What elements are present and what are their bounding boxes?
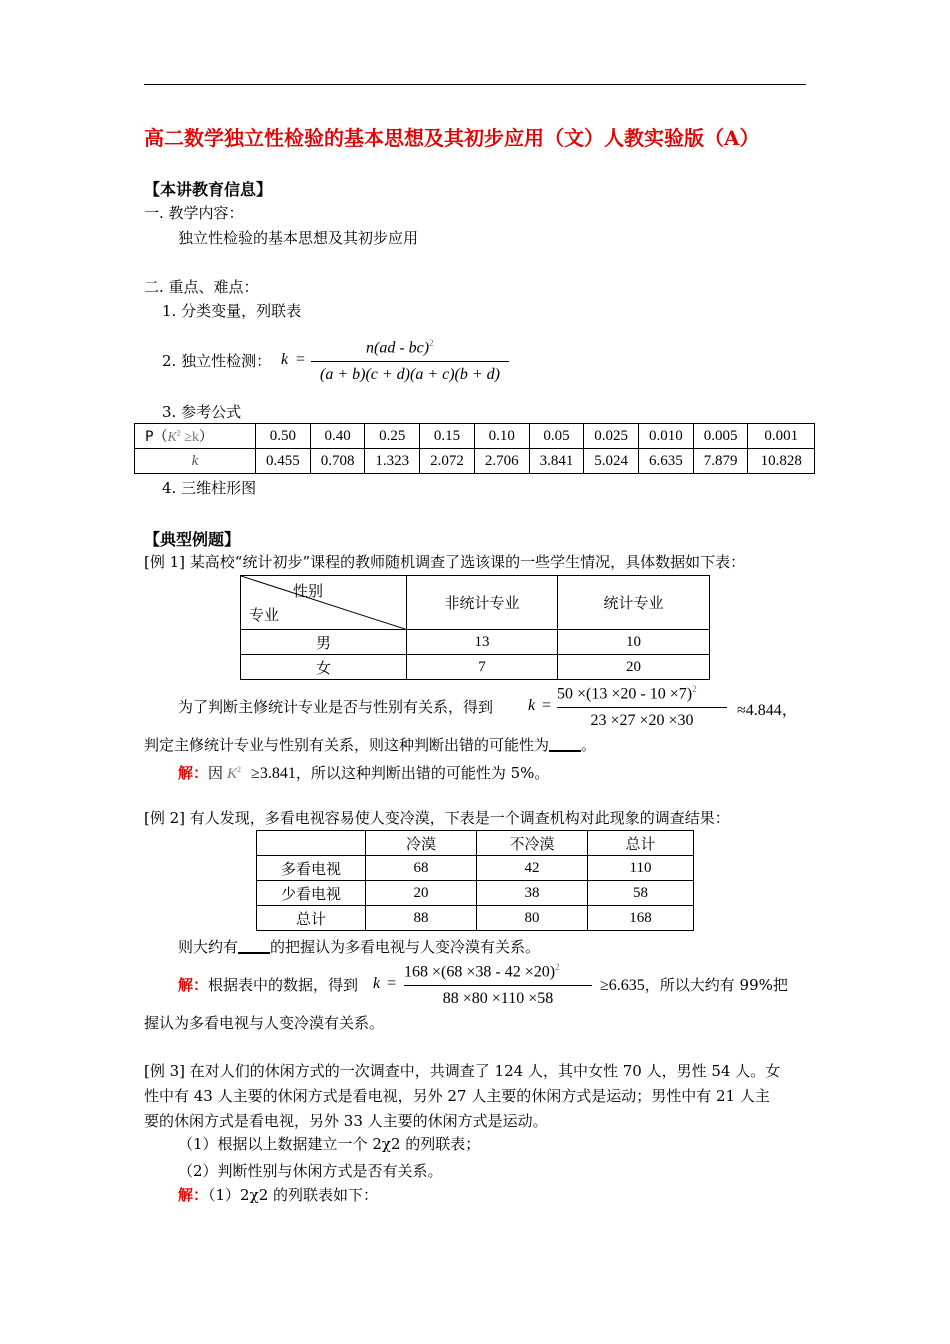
example-3-question-1: （1）根据以上数据建立一个 2χ2 的列联表；: [178, 1135, 481, 1153]
p-value-cell: 0.05: [529, 424, 584, 449]
keypoint-2: 2. 独立性检测：: [162, 352, 272, 370]
k-value-cell: 1.323: [365, 449, 420, 474]
row-header: 男: [241, 630, 407, 655]
table-cell: 10: [558, 630, 710, 655]
ex1-numerator: $50 \times(13 \times 20 - 10 \times 7)^2$: [557, 684, 697, 703]
k-value-cell: 3.841: [529, 449, 584, 474]
example-1-line2: 判定主修统计专业与性别有关系，则这种判断出错的可能性为 。: [144, 736, 597, 754]
k-value-cell: 2.706: [474, 449, 529, 474]
p-value-cell: 0.15: [420, 424, 475, 449]
ex2-formula-k: k: [373, 975, 381, 992]
formula-k: k: [281, 351, 289, 368]
p-value-cell: 0.025: [584, 424, 639, 449]
k-value-cell: 2.072: [420, 449, 475, 474]
doc-title: 高二数学独立性检验的基本思想及其初步应用（文）人教实验版（A）: [144, 126, 760, 150]
fraction-bar: [557, 707, 727, 708]
example-1-line1: 为了判断主修统计专业是否与性别有关系，得到: [178, 698, 494, 716]
ex2-formula-eq: =: [387, 975, 397, 992]
fraction-bar: [404, 985, 592, 986]
example-2-table: [256, 830, 694, 931]
ex1-result: ≈4.844，: [737, 702, 798, 719]
answer-blank: [238, 938, 270, 954]
formula-independence: [311, 338, 509, 388]
row-header: 少看电视: [257, 881, 366, 906]
example-2-question: 则大约有 的把握认为多看电视与人变冷漠有关系。: [178, 938, 541, 956]
table-row: [135, 424, 815, 449]
table-cell: 20: [558, 655, 710, 680]
table-row: [257, 831, 694, 856]
table-row: [241, 576, 710, 630]
formula-numerator: n(ad - bc)$^2$: [366, 338, 434, 357]
k-value-cell: 10.828: [748, 449, 815, 474]
k-value-cell: 6.635: [639, 449, 694, 474]
table-row: [135, 449, 815, 474]
column-header: 总计: [588, 831, 694, 856]
table-row: [257, 881, 694, 906]
table-cell: 38: [477, 881, 588, 906]
table-cell: 42: [477, 856, 588, 881]
keypoint-1: 1. 分类变量，列联表: [162, 302, 302, 320]
table-row: [257, 856, 694, 881]
column-header: 非统计专业: [407, 576, 558, 630]
row-header: 总计: [257, 906, 366, 931]
table-cell: [257, 831, 366, 856]
example-3-solution: 解：（1）2χ2 的列联表如下：: [178, 1186, 379, 1204]
p-label-cell: $P(K^2 \ge k)$: [135, 424, 256, 449]
table-cell: 168: [588, 906, 694, 931]
ex2-formula: [404, 962, 594, 1012]
content-heading: 一. 教学内容：: [144, 204, 244, 222]
section-info-heading: 【本讲教育信息】: [144, 180, 273, 199]
table-cell: 110: [588, 856, 694, 881]
formula-denominator: (a + b)(c + d)(a + c)(b + d): [319, 366, 500, 383]
column-header: 不冷漠: [477, 831, 588, 856]
top-rule: [144, 84, 806, 85]
k-value-cell: 0.708: [310, 449, 365, 474]
table-cell: 68: [366, 856, 477, 881]
table-cell: 13: [407, 630, 558, 655]
p-value-cell: 0.50: [256, 424, 311, 449]
content-body: 独立性检验的基本思想及其初步应用: [178, 229, 419, 247]
k-value-cell: 5.024: [584, 449, 639, 474]
table-cell: 58: [588, 881, 694, 906]
example-3-line3: 要的休闲方式是看电视，另外 33 人主要的休闲方式是运动。: [144, 1112, 548, 1130]
section-examples-heading: 【典型例题】: [144, 530, 241, 549]
k-value-cell: 0.455: [256, 449, 311, 474]
example-2-solution-line2: 握认为多看电视与人变冷漠有关系。: [144, 1014, 385, 1032]
example-1-table: [240, 575, 710, 680]
ex1-denominator: 23 ×27 ×20 ×30: [590, 712, 694, 729]
ex1-formula: [557, 684, 733, 734]
row-header: 女: [241, 655, 407, 680]
ex2-result-line: ≥6.635，所以大约有 99%把: [600, 976, 788, 994]
column-header: 冷漠: [366, 831, 477, 856]
p-value-cell: 0.005: [693, 424, 748, 449]
p-value-cell: 0.25: [365, 424, 420, 449]
p-value-cell: 0.40: [310, 424, 365, 449]
ex1-formula-k: k: [528, 697, 536, 714]
table-row: [257, 906, 694, 931]
keypoint-3: 3. 参考公式: [162, 403, 242, 421]
table-cell: 20: [366, 881, 477, 906]
diag-top-label: 性别: [293, 584, 324, 600]
example-3-line2: 性中有 43 人主要的休闲方式是看电视，另外 27 人主要的休闲方式是运动；男性中有 21 人主: [144, 1087, 770, 1105]
example-1-solution: 解：因 $K^2 \ge 3.841$，所以这种判断出错的可能性为 5%。: [178, 764, 550, 782]
table-row: [241, 630, 710, 655]
ex1-formula-eq: =: [542, 697, 552, 714]
reference-table: [134, 423, 815, 474]
column-header: 统计专业: [558, 576, 710, 630]
k-label-cell: k: [135, 449, 256, 474]
row-header: 多看电视: [257, 856, 366, 881]
example-3-question-2: （2）判断性别与休闲方式是否有关系。: [178, 1162, 443, 1180]
ex2-numerator: $168 \times(68 \times 38 - 42 \times 20)^2$: [404, 962, 560, 981]
formula-eq: =: [296, 351, 306, 368]
example-2-solution: 解：根据表中的数据，得到: [178, 976, 359, 994]
p-value-cell: 0.010: [639, 424, 694, 449]
table-cell: 88: [366, 906, 477, 931]
ex2-denominator: 88 ×80 ×110 ×58: [442, 990, 554, 1007]
answer-blank: [549, 736, 581, 752]
p-value-cell: 0.10: [474, 424, 529, 449]
keypoint-4: 4. 三维柱形图: [162, 479, 257, 497]
keypoints-heading: 二. 重点、难点：: [144, 278, 259, 296]
diag-bottom-label: 专业: [249, 608, 280, 624]
table-row: [241, 655, 710, 680]
k-value-cell: 7.879: [693, 449, 748, 474]
table-cell: 7: [407, 655, 558, 680]
example-2-text: [例 2] 有人发现，多看电视容易使人变冷漠，下表是一个调查机构对此现象的调查结果：: [144, 809, 730, 827]
example-1-text: [例 1] 某高校“统计初步”课程的教师随机调查了选该课的一些学生情况，具体数据如下表：: [144, 553, 746, 571]
fraction-bar: [311, 361, 509, 362]
example-3-line1: [例 3] 在对人们的休闲方式的一次调查中，共调查了 124 人，其中女性 70 人，男性 54 人。女: [144, 1062, 781, 1080]
p-value-cell: 0.001: [748, 424, 815, 449]
table-cell: 80: [477, 906, 588, 931]
diagonal-header-cell: [241, 576, 407, 630]
